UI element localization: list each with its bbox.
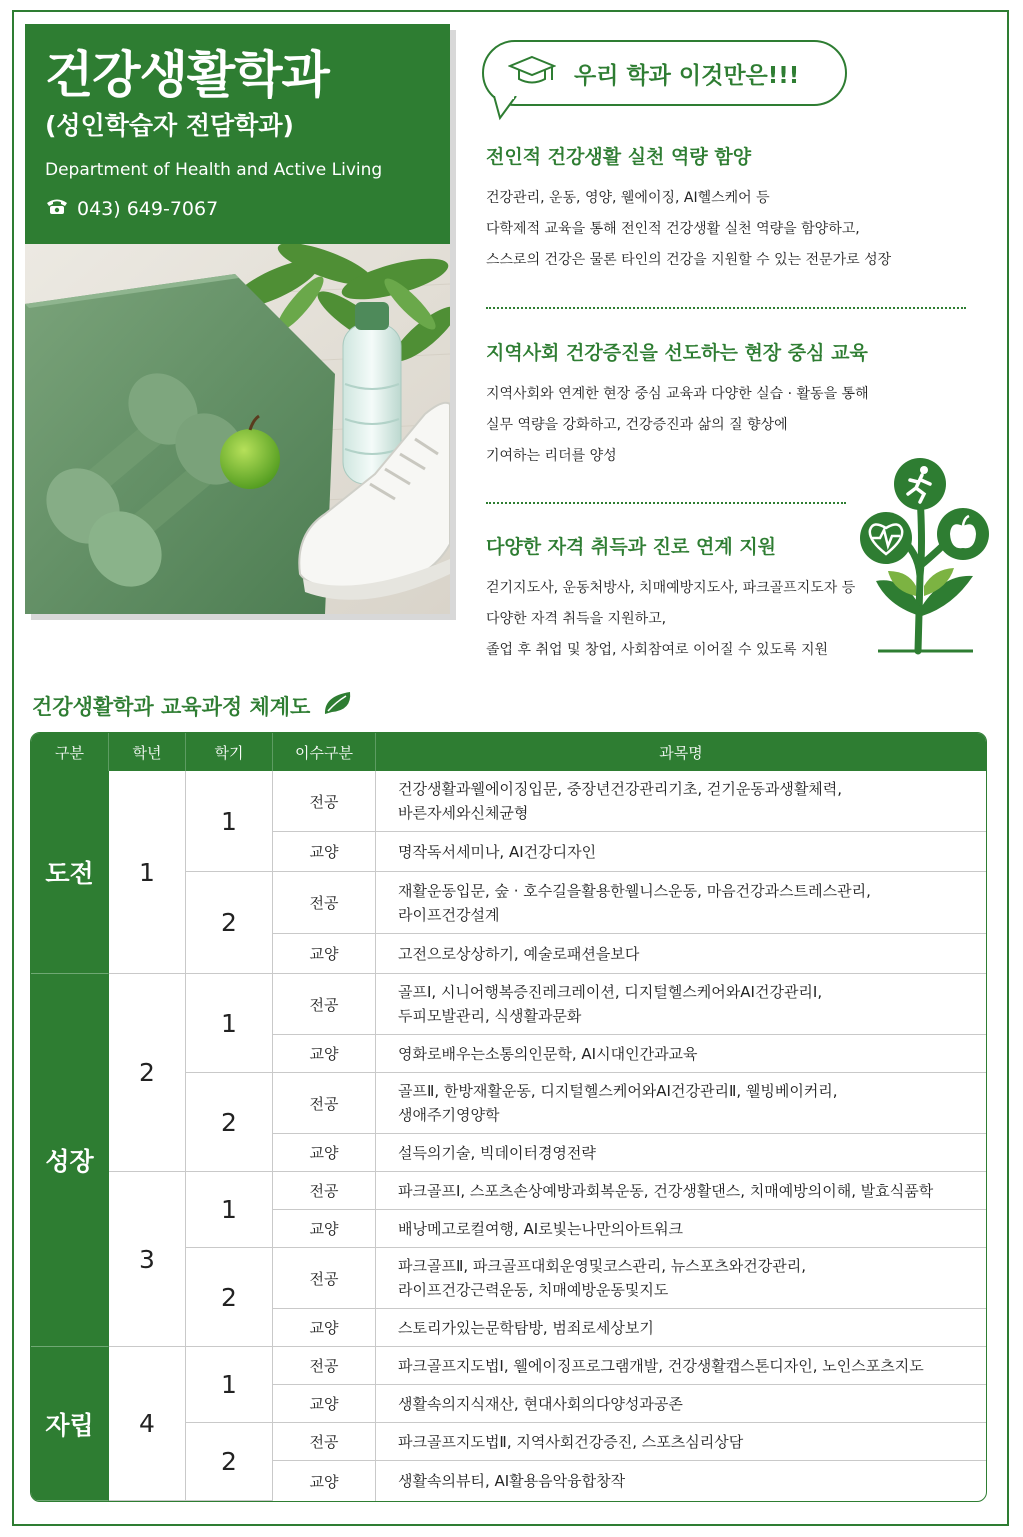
- phone-number[interactable]: 043) 649-7067: [77, 198, 219, 220]
- subject-cell: 배낭메고로컬여행, AI로빛는나만의아트워크: [376, 1210, 986, 1248]
- course-type-cell: 교양: [273, 1210, 376, 1248]
- term-cell: 2: [186, 1073, 273, 1172]
- subject-line: 두피모발관리, 식생활과문화: [398, 1007, 582, 1025]
- course-type-cell: 전공: [273, 1073, 376, 1134]
- feature-line: 걷기지도사, 운동처방사, 치매예방지도사, 파크골프지도자 등: [486, 580, 856, 596]
- subject-line: 건강생활과웰에이징입문, 중장년건강관리기초, 걷기운동과생활체력,: [398, 780, 843, 798]
- term-cell: 2: [186, 872, 273, 974]
- course-type-cell: 전공: [273, 1248, 376, 1309]
- course-type-cell: 전공: [273, 1423, 376, 1461]
- year-cell: 1: [109, 771, 186, 974]
- term-cell: 1: [186, 974, 273, 1073]
- table-row: [31, 974, 986, 1035]
- feature-line: 졸업 후 취업 및 창업, 사회참여로 이어질 수 있도록 지원: [486, 642, 829, 658]
- term-cell: 1: [186, 1347, 273, 1423]
- hero-panel: [25, 24, 450, 614]
- feature-title: 다양한 자격 취득과 진로 연계 지원: [486, 536, 777, 558]
- graduation-cap-icon: [508, 54, 556, 92]
- subject-line: 파크골프Ⅱ, 파크골프대회운영및코스관리, 뉴스포츠와건강관리,: [398, 1257, 806, 1275]
- table-row: [31, 1172, 986, 1210]
- fitness-photo: [25, 244, 450, 614]
- year-cell: 4: [109, 1347, 186, 1501]
- course-type-cell: 교양: [273, 1309, 376, 1347]
- feature-title: 전인적 건강생활 실천 역량 함양: [486, 146, 752, 168]
- term-cell: 1: [186, 771, 273, 872]
- bubble-tail-icon: [492, 96, 522, 122]
- course-type-cell: 교양: [273, 1035, 376, 1073]
- feature-line: 다양한 자격 취득을 지원하고,: [486, 611, 667, 627]
- course-type-cell: 교양: [273, 1461, 376, 1501]
- curriculum-table: [30, 732, 987, 1502]
- term-cell: 2: [186, 1423, 273, 1501]
- subject-line: 바른자세와신체균형: [398, 804, 529, 822]
- subject-cell: 생활속의뷰티, AI활용음악융합창작: [398, 1472, 626, 1490]
- subject-line: 라이프건강근력운동, 치매예방운동및지도: [398, 1281, 669, 1299]
- category-cell: 도전: [31, 771, 109, 974]
- course-type-cell: 전공: [273, 771, 376, 832]
- feature-title: 지역사회 건강증진을 선도하는 현장 중심 교육: [486, 342, 868, 364]
- subject-cell: 파크골프Ⅰ, 스포츠손상예방과회복운동, 건강생활댄스, 치매예방의이해, 발효식품학: [376, 1172, 986, 1210]
- divider: [486, 307, 966, 309]
- category-cell: 성장: [31, 974, 109, 1347]
- year-cell: 3: [109, 1172, 186, 1347]
- subject-line: 생애주기영양학: [398, 1106, 500, 1124]
- subject-line: 골프Ⅱ, 한방재활운동, 디지털헬스케어와AI건강관리Ⅱ, 웰빙베이커리,: [398, 1082, 838, 1100]
- header-course-type: 이수구분: [273, 733, 376, 771]
- highlight-bubble: [482, 40, 847, 106]
- course-type-cell: 교양: [273, 1385, 376, 1423]
- subject-cell: [376, 974, 986, 1035]
- highlight-heading: 우리 학과 이것만은!!!: [574, 62, 800, 89]
- subject-cell: 스토리가있는문학탐방, 범죄로세상보기: [376, 1309, 986, 1347]
- feature-line: 기여하는 리더를 양성: [486, 448, 617, 464]
- subject-cell: [376, 1248, 986, 1309]
- course-type-cell: 전공: [273, 872, 376, 934]
- subject-cell: [376, 1073, 986, 1134]
- term-cell: 2: [186, 1248, 273, 1347]
- subject-cell: 설득의기술, 빅데이터경영전략: [376, 1134, 986, 1172]
- course-type-cell: 전공: [273, 1347, 376, 1385]
- curriculum-title: [32, 690, 354, 721]
- course-type-cell: 교양: [273, 832, 376, 872]
- feature-line: 건강관리, 운동, 영양, 웰에이징, AI헬스케어 등: [486, 190, 770, 206]
- subject-cell: 파크골프지도법Ⅱ, 지역사회건강증진, 스포츠심리상담: [376, 1423, 986, 1461]
- feature-holistic-health: [486, 142, 996, 276]
- category-cell: 자립: [31, 1347, 109, 1501]
- subject-cell: 고전으로상상하기, 예술로패션을보다: [376, 934, 986, 974]
- subject-cell: [376, 872, 986, 934]
- phone-line: [45, 196, 430, 222]
- divider: [486, 502, 846, 504]
- course-type-cell: 전공: [273, 974, 376, 1035]
- course-type-cell: 전공: [273, 1172, 376, 1210]
- course-type-cell: 교양: [273, 1134, 376, 1172]
- subject-line: 골프Ⅰ, 시니어행복증진레크레이션, 디지털헬스케어와AI건강관리Ⅰ,: [398, 983, 823, 1001]
- subject-cell: 생활속의지식재산, 현대사회의다양성과공존: [376, 1385, 986, 1423]
- header-term: 학기: [186, 733, 273, 771]
- table-header-row: [31, 733, 986, 771]
- leaf-icon: [322, 690, 354, 721]
- hero-header: [25, 24, 450, 244]
- year-cell: 2: [109, 974, 186, 1172]
- subject-cell: 영화로배우는소통의인문학, AI시대인간과교육: [376, 1035, 986, 1073]
- feature-line: 스스로의 건강은 물론 타인의 건강을 지원할 수 있는 전문가로 성장: [486, 252, 892, 268]
- subject-cell: 명작독서세미나, AI건강디자인: [376, 832, 986, 872]
- department-subtitle: (성인학습자 전담학과): [45, 111, 294, 140]
- subject-cell: [376, 771, 986, 832]
- telephone-icon: [45, 196, 69, 222]
- feature-line: 지역사회와 연계한 현장 중심 교육과 다양한 실습 · 활동을 통해: [486, 386, 869, 402]
- feature-line: 다학제적 교육을 통해 전인적 건강생활 실천 역량을 함양하고,: [486, 221, 860, 237]
- department-english-name: Department of Health and Active Living: [45, 160, 383, 180]
- department-title: 건강생활학과: [45, 46, 329, 104]
- table-row: [31, 1347, 986, 1385]
- course-type-cell: 교양: [273, 934, 376, 974]
- health-tree-icon: [858, 456, 993, 656]
- subject-line: 라이프건강설계: [398, 905, 500, 924]
- curriculum-title-text: 건강생활학과 교육과정 체계도: [32, 694, 311, 719]
- header-subjects: 과목명: [376, 733, 986, 771]
- header-year: 학년: [109, 733, 186, 771]
- feature-community-education: [486, 338, 996, 472]
- table-row: [31, 771, 986, 832]
- feature-line: 실무 역량을 강화하고, 건강증진과 삶의 질 향상에: [486, 417, 788, 433]
- header-category: 구분: [31, 733, 109, 771]
- subject-line: 재활운동입문, 숲 · 호수길을활용한웰니스운동, 마음건강과스트레스관리,: [398, 881, 871, 900]
- subject-cell: 파크골프지도법Ⅰ, 웰에이징프로그램개발, 건강생활캡스톤디자인, 노인스포츠지도: [376, 1347, 986, 1385]
- term-cell: 1: [186, 1172, 273, 1248]
